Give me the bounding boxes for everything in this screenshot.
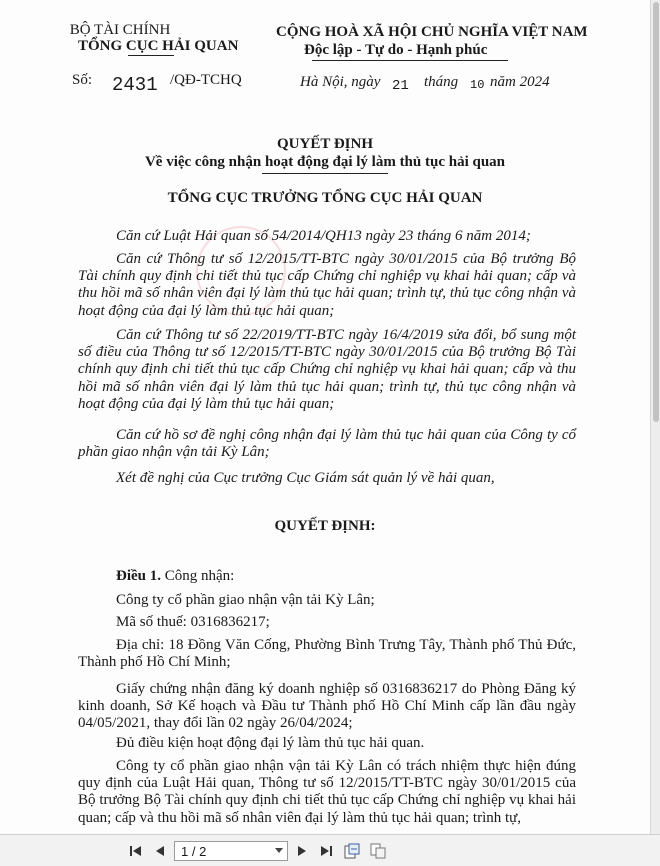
number-suffix: /QĐ-TCHQ [170, 72, 242, 88]
export-page-icon [343, 842, 361, 860]
preamble-circular-22: Căn cứ Thông tư số 22/2019/TT-BTC ngày 16/4/2019 sửa đổi, bổ sung một số điều của Thông tư số 12/2015/TT-BTC ngày 30/01/2015 của Bộ trưởng Bộ Tài chính quy định chi tiết thủ tục cấp Chứng chỉ nghiệp vụ khai hải quan; cấp và thu hồi mã số nhân viên đại lý làm thủ tục hải quan; trình tự, thủ tục công nhận và hoạt động của đại lý làm thủ tục hải quan; [78, 327, 576, 412]
business-certificate: Giấy chứng nhận đăng ký doanh nghiệp số 0316836217 do Phòng Đăng ký kinh doanh, Sở Kế hoạch và Đầu tư Thành phố Hồ Chí Minh cấp lần đầu ngày 04/05/2021, thay đổi lần 02 ngày 26/04/2024; [78, 681, 576, 732]
first-page-button[interactable] [126, 841, 146, 861]
first-page-icon [129, 845, 143, 857]
next-page-button[interactable] [292, 841, 312, 861]
tax-code: Mã số thuế: 0316836217; [116, 614, 270, 630]
view-mode-button[interactable] [368, 841, 388, 861]
decision-title: QUYẾT ĐỊNH [277, 136, 373, 152]
company-name: Công ty cổ phần giao nhận vận tải Kỳ Lân; [116, 592, 375, 608]
preamble-law: Căn cứ Luật Hải quan số 54/2014/QH13 ngày 23 tháng 6 năm 2014; [116, 228, 531, 244]
page-select[interactable] [174, 841, 288, 861]
previous-page-icon [154, 845, 166, 857]
preamble-circular-12: Căn cứ Thông tư số 12/2015/TT-BTC ngày 30/01/2015 của Bộ trưởng Bộ Tài chính quy định chi tiết thủ tục cấp Chứng chỉ nghiệp vụ khai hải quan; cấp và thu hồi mã số nhân viên đại lý làm thủ tục hải quan; trình tự, thủ tục công nhận và hoạt động của đại lý làm thủ tục hải quan; [78, 251, 576, 319]
chevron-down-icon [275, 848, 283, 853]
export-button[interactable] [342, 841, 362, 861]
document-number: 2431 [112, 74, 158, 96]
header-right-underline [312, 60, 508, 61]
preamble-dossier: Căn cứ hồ sơ đề nghị công nhận đại lý làm thủ tục hải quan của Công ty cổ phần giao nhận vận tải Kỳ Lân; [78, 427, 576, 461]
vertical-scrollbar[interactable] [650, 0, 660, 834]
country-name: CỘNG HOÀ XÃ HỘI CHỦ NGHĨA VIỆT NAM [276, 24, 588, 40]
month-label: tháng [424, 74, 459, 90]
article-1 [116, 568, 234, 585]
scrollbar-thumb[interactable] [653, 2, 659, 422]
place-date-prefix: Hà Nội, ngày [300, 74, 381, 90]
article-1-label: Điều 1. [116, 568, 161, 584]
eligibility-statement: Đủ điều kiện hoạt động đại lý làm thủ tục hải quan. [116, 735, 425, 751]
previous-page-button[interactable] [150, 841, 170, 861]
article-1-intro: Công nhận: [164, 568, 235, 584]
date-day: 21 [392, 78, 409, 94]
department-name: TỔNG CỤC HẢI QUAN [78, 38, 239, 54]
next-page-icon [296, 845, 308, 857]
last-page-button[interactable] [316, 841, 336, 861]
date-year: năm 2024 [490, 74, 550, 90]
last-page-icon [319, 845, 333, 857]
subject-underline [262, 173, 388, 174]
company-address: Địa chỉ: 18 Đồng Văn Cống, Phường Bình Trưng Tây, Thành phố Thủ Đức, Thành phố Hồ Chí Minh; [78, 637, 576, 671]
company-responsibility: Công ty cổ phần giao nhận vận tải Kỳ Lân có trách nhiệm thực hiện đúng quy định của Luật Hải quan, Thông tư số 12/2015/TT-BTC ngày 30/01/2015 của Bộ trưởng Bộ Tài chính quy định chi tiết thủ tục cấp Chứng chỉ nghiệp vụ khai hải quan; cấp và thu hồi mã số nhân viên đại lý làm thủ tục hải quan; trình tự, [78, 758, 576, 826]
decision-subject: Về việc công nhận hoạt động đại lý làm thủ tục hải quan [144, 154, 506, 170]
viewer-toolbar [0, 834, 660, 866]
ministry-name: BỘ TÀI CHÍNH [69, 22, 171, 38]
decision-heading: QUYẾT ĐỊNH: [274, 518, 376, 534]
preamble-proposal: Xét đề nghị của Cục trưởng Cục Giám sát quản lý về hải quan, [116, 470, 495, 486]
pages-view-icon [369, 842, 387, 860]
motto: Độc lập - Tự do - Hạnh phúc [304, 42, 488, 58]
date-month: 10 [470, 78, 485, 92]
page-indicator: 1 / 2 [181, 843, 207, 859]
header-left-underline [128, 55, 174, 56]
issuer-title: TỔNG CỤC TRƯỞNG TỔNG CỤC HẢI QUAN [167, 190, 483, 206]
number-label: Số: [72, 72, 93, 88]
